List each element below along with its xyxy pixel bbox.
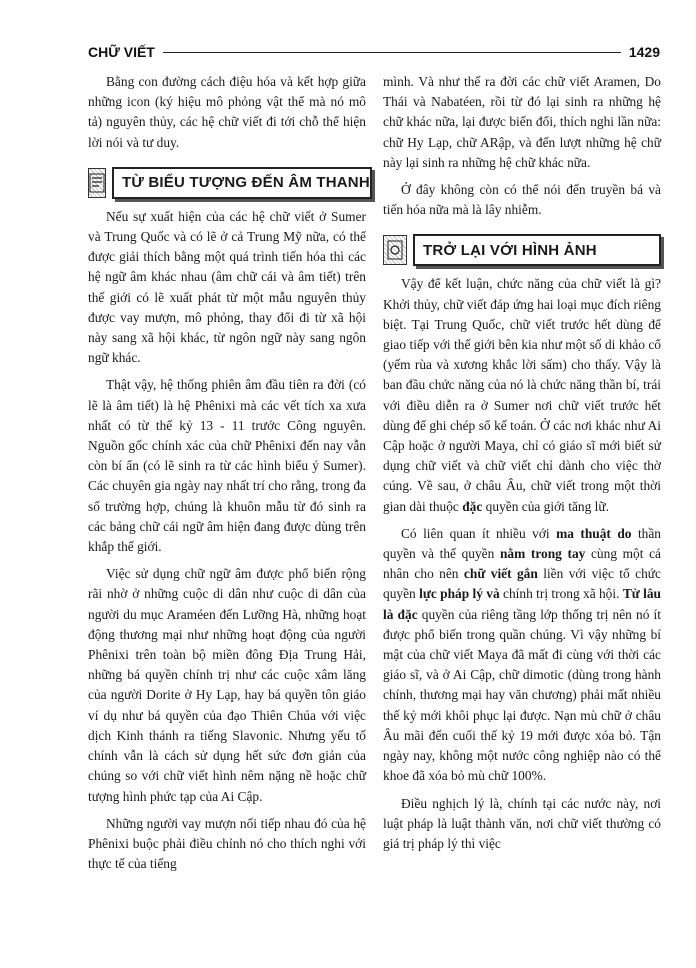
right-column — [383, 72, 661, 861]
paragraph: Vậy để kết luận, chức năng của chữ viết là gì? Khởi thủy, chữ viết đáp ứng hai loại mục đích riêng biệt. Tại Trung Quốc, chữ viết trước hết dùng để giao tiếp với thế giới bên kia như một số di khảo cổ (yếm rùa và xương khắc lời sấm) cho thấy. Vậy là ban đầu chức năng của nó là chức năng thần bí, trái với điều diễn ra ở Sumer nơi chữ viết trước hết dùng để ghi chép sổ kế toán. Ở các nơi khác như Ai Cập hoặc ở người Maya, chỉ có giáo sĩ mới biết sử dụng chữ viết và chữ viết chỉ dành cho việc thờ cúng. Về sau, ở châu Âu, chữ viết trong một thời gian dài thuộc đặc quyền của giới tăng lữ. — [383, 276, 661, 514]
intro-paragraph: Bằng con đường cách điệu hóa và kết hợp giữa những icon (ký hiệu mô phỏng vật thể mà nó mô tả) nguyên thủy, các hệ chữ viết đi tới chỗ thể hiện lời nói và tư duy. — [88, 74, 366, 150]
paragraph: Nếu sự xuất hiện của các hệ chữ viết ở Sumer và Trung Quốc và có lẽ ở cả Trung Mỹ nữa, có thể được giải thích bằng một quá trình tiến hóa thì các hệ ngữ âm khác nhau (âm chữ cái và âm tiết) trên thế giới có lẽ xuất phát từ một mẫu nguyên thủy được vay mượn, mô phỏng, thay đổi đi từ xã hội này sang xã hội khác, từ ngôn ngữ này sang ngôn ngữ khác. — [88, 208, 366, 366]
paragraph: Điều nghịch lý là, chính tại các nước này, nơi luật pháp là luật thành văn, nơi chữ viết thường có giá trị pháp lý thì việc — [383, 795, 661, 851]
paragraph: Thật vậy, hệ thống phiên âm đầu tiên ra đời (có lẽ là âm tiết) là hệ Phênixi mà các vết tích xa xưa nhất có từ thế kỷ 13 - 11 trước Công nguyên. Nguồn gốc chính xác của chữ Phênixi đến nay vẫn còn bí ẩn (có lẽ sinh ra từ các hình biểu ý Sumer). Các chuyên gia ngày nay nhất trí cho rằng, trong đa số trường hợp, chúng là khuôn mẫu từ đó sinh ra các bảng chữ cái ngữ âm hiện đang được dùng trên khắp thế giới. — [88, 377, 366, 555]
continued-paragraph: mình. Và như thế ra đời các chữ viết Aramen, Do Thái và Nabatéen, rồi từ đó lại sinh ra những hệ chữ khác nữa, lại được biến đổi, thích nghi lần nữa: chữ Hy Lạp, chữ ARập, và đến lượt những hệ chữ này lại sinh ra những hệ chữ khác nữa. — [383, 74, 661, 170]
section-ornament-icon — [383, 235, 407, 265]
running-header — [88, 44, 660, 60]
paragraph: Những người vay mượn nối tiếp nhau đó của hệ Phênixi buộc phải điều chỉnh nó cho thích nghi với thực tế của tiếng — [88, 815, 366, 872]
section-title-2: TRỞ LẠI VỚI HÌNH ẢNH — [413, 234, 661, 266]
section-ornament-icon — [88, 168, 106, 198]
section-heading-1 — [88, 165, 370, 201]
section-title-1: TỪ BIỂU TƯỢNG ĐẾN ÂM THANH — [112, 167, 372, 199]
section-heading-2 — [383, 232, 661, 268]
page-number: 1429 — [628, 44, 660, 60]
left-column — [88, 72, 370, 881]
paragraph: Ở đây không còn có thể nói đến truyền bá và tiến hóa nữa mà là lây nhiễm. — [383, 182, 661, 218]
paragraph: Việc sử dụng chữ ngữ âm được phổ biến rộng rãi nhờ ở những cuộc di dân như cuộc di dân của người du mục Araméen đến Lưỡng Hà, những hoạt động thương mại như những hoạt động của người Phênixi trên toàn bộ miền đông Địa Trung Hải, những bá quyền chính trị như các cuộc xâm lăng của người Dorite ở Hy Lạp, hay bá quyền tôn giáo ví dụ như bá quyền của đạo Thiên Chúa với việc dịch Kinh thánh ra tiếng Slavonic. Nhưng yếu tố chính vẫn là cách sử dụng hết sức đơn giản của chúng so với chữ viết hình nêm nặng nề hoặc chữ tượng hình phức tạp của Ai Cập. — [88, 566, 366, 804]
header-rule — [163, 52, 621, 53]
chapter-title: CHỮ VIẾT — [88, 44, 155, 60]
paragraph: Có liên quan ít nhiều với ma thuật do thần quyền và thế quyền nằm trong tay cùng một cá nhân cho nên chữ viết gắn liền với việc tổ chức quyền lực pháp lý và chính trị trong xã hội. Từ lâu là đặc quyền của riêng tầng lớp thống trị nên nó ít được phổ biến trong quần chúng. Vì vậy những bí mật của chữ viết Maya đã mất đi cùng với thời các giáo sĩ, và ở Ai Cập, chữ dimotic (dùng trong hành chính, thương mại hay văn chương) phải mất nhiều thế kỷ mới khôi phục lại được. Nạn mù chữ ở châu Âu mãi đến cuối thế kỷ 19 mới được xóa bỏ. Tận ngày nay, không một nước công nghiệp nào có thể khoe đã xóa bỏ mù chữ 100%. — [383, 525, 661, 784]
